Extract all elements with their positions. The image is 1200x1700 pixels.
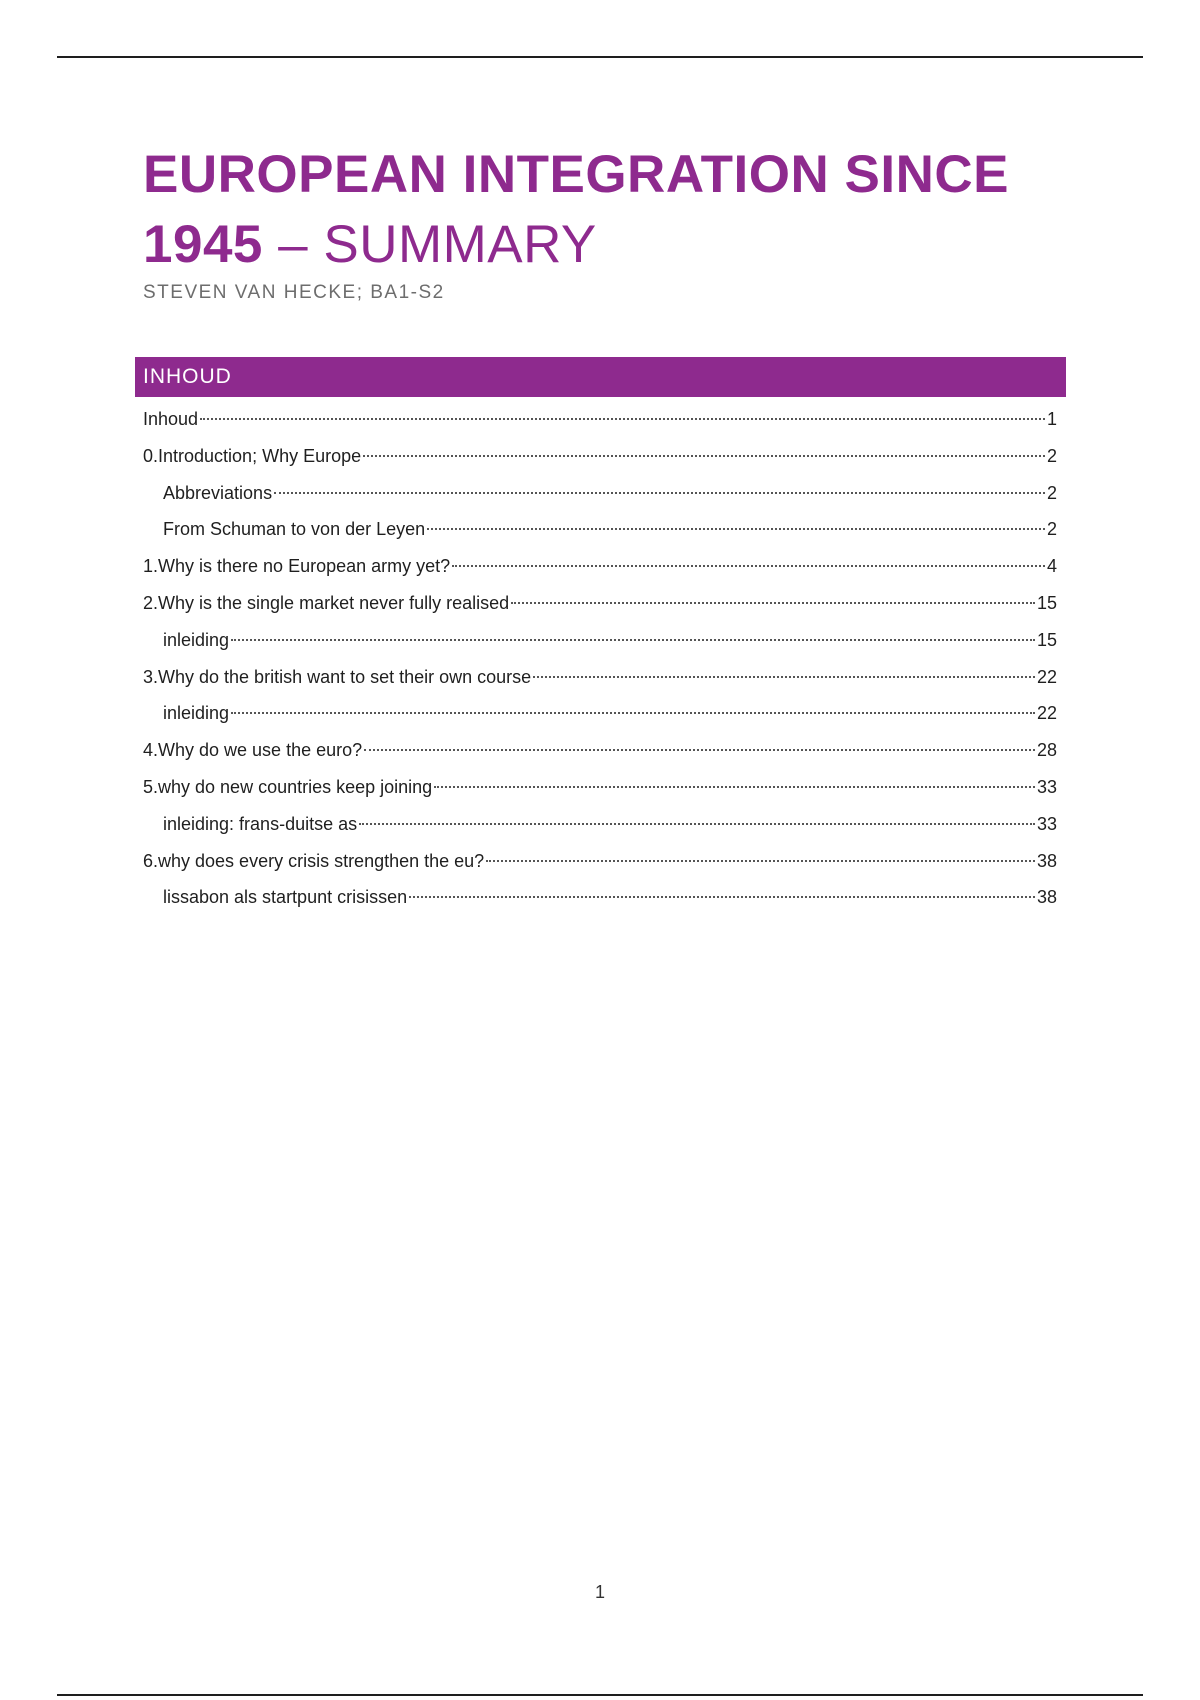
- toc-entry[interactable]: [143, 806, 1057, 843]
- toc-dot-leader: [486, 860, 1035, 862]
- toc-entry-label[interactable]: 3.Why do the british want to set their own course: [143, 666, 532, 687]
- toc-entry-page[interactable]: 38: [1036, 850, 1057, 871]
- toc-entry-page[interactable]: 22: [1036, 703, 1057, 724]
- toc-entry[interactable]: [143, 695, 1057, 732]
- toc-dot-leader: [364, 749, 1035, 751]
- toc-dot-leader: [200, 418, 1045, 420]
- toc-entry-page[interactable]: 4: [1046, 556, 1057, 577]
- toc-entry[interactable]: [143, 879, 1057, 916]
- toc-entry-label[interactable]: inleiding: [163, 629, 230, 650]
- document-title-summary: SUMMARY: [323, 215, 597, 274]
- toc-dot-leader: [533, 676, 1035, 678]
- toc-heading: INHOUD: [143, 365, 232, 388]
- toc-entry-page[interactable]: 1: [1046, 409, 1057, 429]
- toc-entry[interactable]: [143, 511, 1057, 548]
- toc-dot-leader: [427, 528, 1045, 530]
- toc-entry-page[interactable]: 2: [1046, 445, 1057, 466]
- toc-entry-page[interactable]: 15: [1036, 629, 1057, 650]
- document-title-main: EUROPEAN INTEGRATION SINCE 1945: [143, 145, 1009, 274]
- toc-dot-leader: [231, 712, 1035, 714]
- toc-entry-page[interactable]: 15: [1036, 592, 1057, 613]
- footer-rule: [57, 1694, 1143, 1696]
- toc-entry[interactable]: [143, 769, 1057, 806]
- toc-entry-label[interactable]: 2.Why is the single market never fully realised: [143, 592, 510, 613]
- toc-entry-label[interactable]: From Schuman to von der Leyen: [163, 519, 426, 540]
- toc-entry[interactable]: [143, 732, 1057, 769]
- toc-entry-label[interactable]: Abbreviations: [163, 482, 273, 503]
- toc-entry-label[interactable]: 4.Why do we use the euro?: [143, 740, 363, 761]
- toc-entry-page[interactable]: 28: [1036, 740, 1057, 761]
- toc-entry[interactable]: [143, 548, 1057, 585]
- table-of-contents: [143, 401, 1057, 916]
- toc-entry-page[interactable]: 2: [1046, 482, 1057, 503]
- toc-dot-leader: [434, 786, 1035, 788]
- toc-entry-label[interactable]: 5.why do new countries keep joining: [143, 776, 433, 797]
- page-number: 1: [594, 1582, 605, 1602]
- toc-entry[interactable]: [143, 438, 1057, 475]
- toc-dot-leader: [452, 565, 1045, 567]
- toc-entry[interactable]: [143, 622, 1057, 659]
- toc-entry[interactable]: [143, 475, 1057, 512]
- toc-dot-leader: [363, 455, 1045, 457]
- toc-entry-label[interactable]: inleiding: [163, 703, 230, 724]
- toc-entry-label[interactable]: inleiding: frans-duitse as: [163, 813, 358, 834]
- toc-dot-leader: [231, 639, 1035, 641]
- toc-heading-bar: [135, 357, 1066, 397]
- header-rule: [57, 56, 1143, 58]
- document-title-separator: –: [262, 215, 324, 274]
- toc-entry-page[interactable]: 38: [1036, 887, 1057, 908]
- toc-entry-label[interactable]: 6.why does every crisis strengthen the eu?: [143, 850, 485, 871]
- toc-entry-page[interactable]: 33: [1036, 813, 1057, 834]
- toc-entry-label[interactable]: lissabon als startpunt crisissen: [163, 887, 408, 908]
- toc-entry[interactable]: [143, 585, 1057, 622]
- toc-entry-page[interactable]: 2: [1046, 519, 1057, 540]
- toc-entry[interactable]: [143, 659, 1057, 696]
- toc-entry-label[interactable]: Inhoud: [143, 409, 199, 429]
- toc-dot-leader: [409, 896, 1035, 898]
- document-title: [143, 140, 1083, 280]
- toc-entry[interactable]: [143, 401, 1057, 438]
- toc-entry-label[interactable]: 1.Why is there no European army yet?: [143, 556, 451, 577]
- toc-entry-page[interactable]: 22: [1036, 666, 1057, 687]
- toc-dot-leader: [274, 492, 1045, 494]
- toc-dot-leader: [511, 602, 1035, 604]
- toc-dot-leader: [359, 823, 1035, 825]
- document-subtitle: STEVEN VAN HECKE; BA1-S2: [143, 282, 445, 303]
- toc-entry-label[interactable]: 0.Introduction; Why Europe: [143, 445, 362, 466]
- toc-entry[interactable]: [143, 843, 1057, 880]
- toc-entry-page[interactable]: 33: [1036, 776, 1057, 797]
